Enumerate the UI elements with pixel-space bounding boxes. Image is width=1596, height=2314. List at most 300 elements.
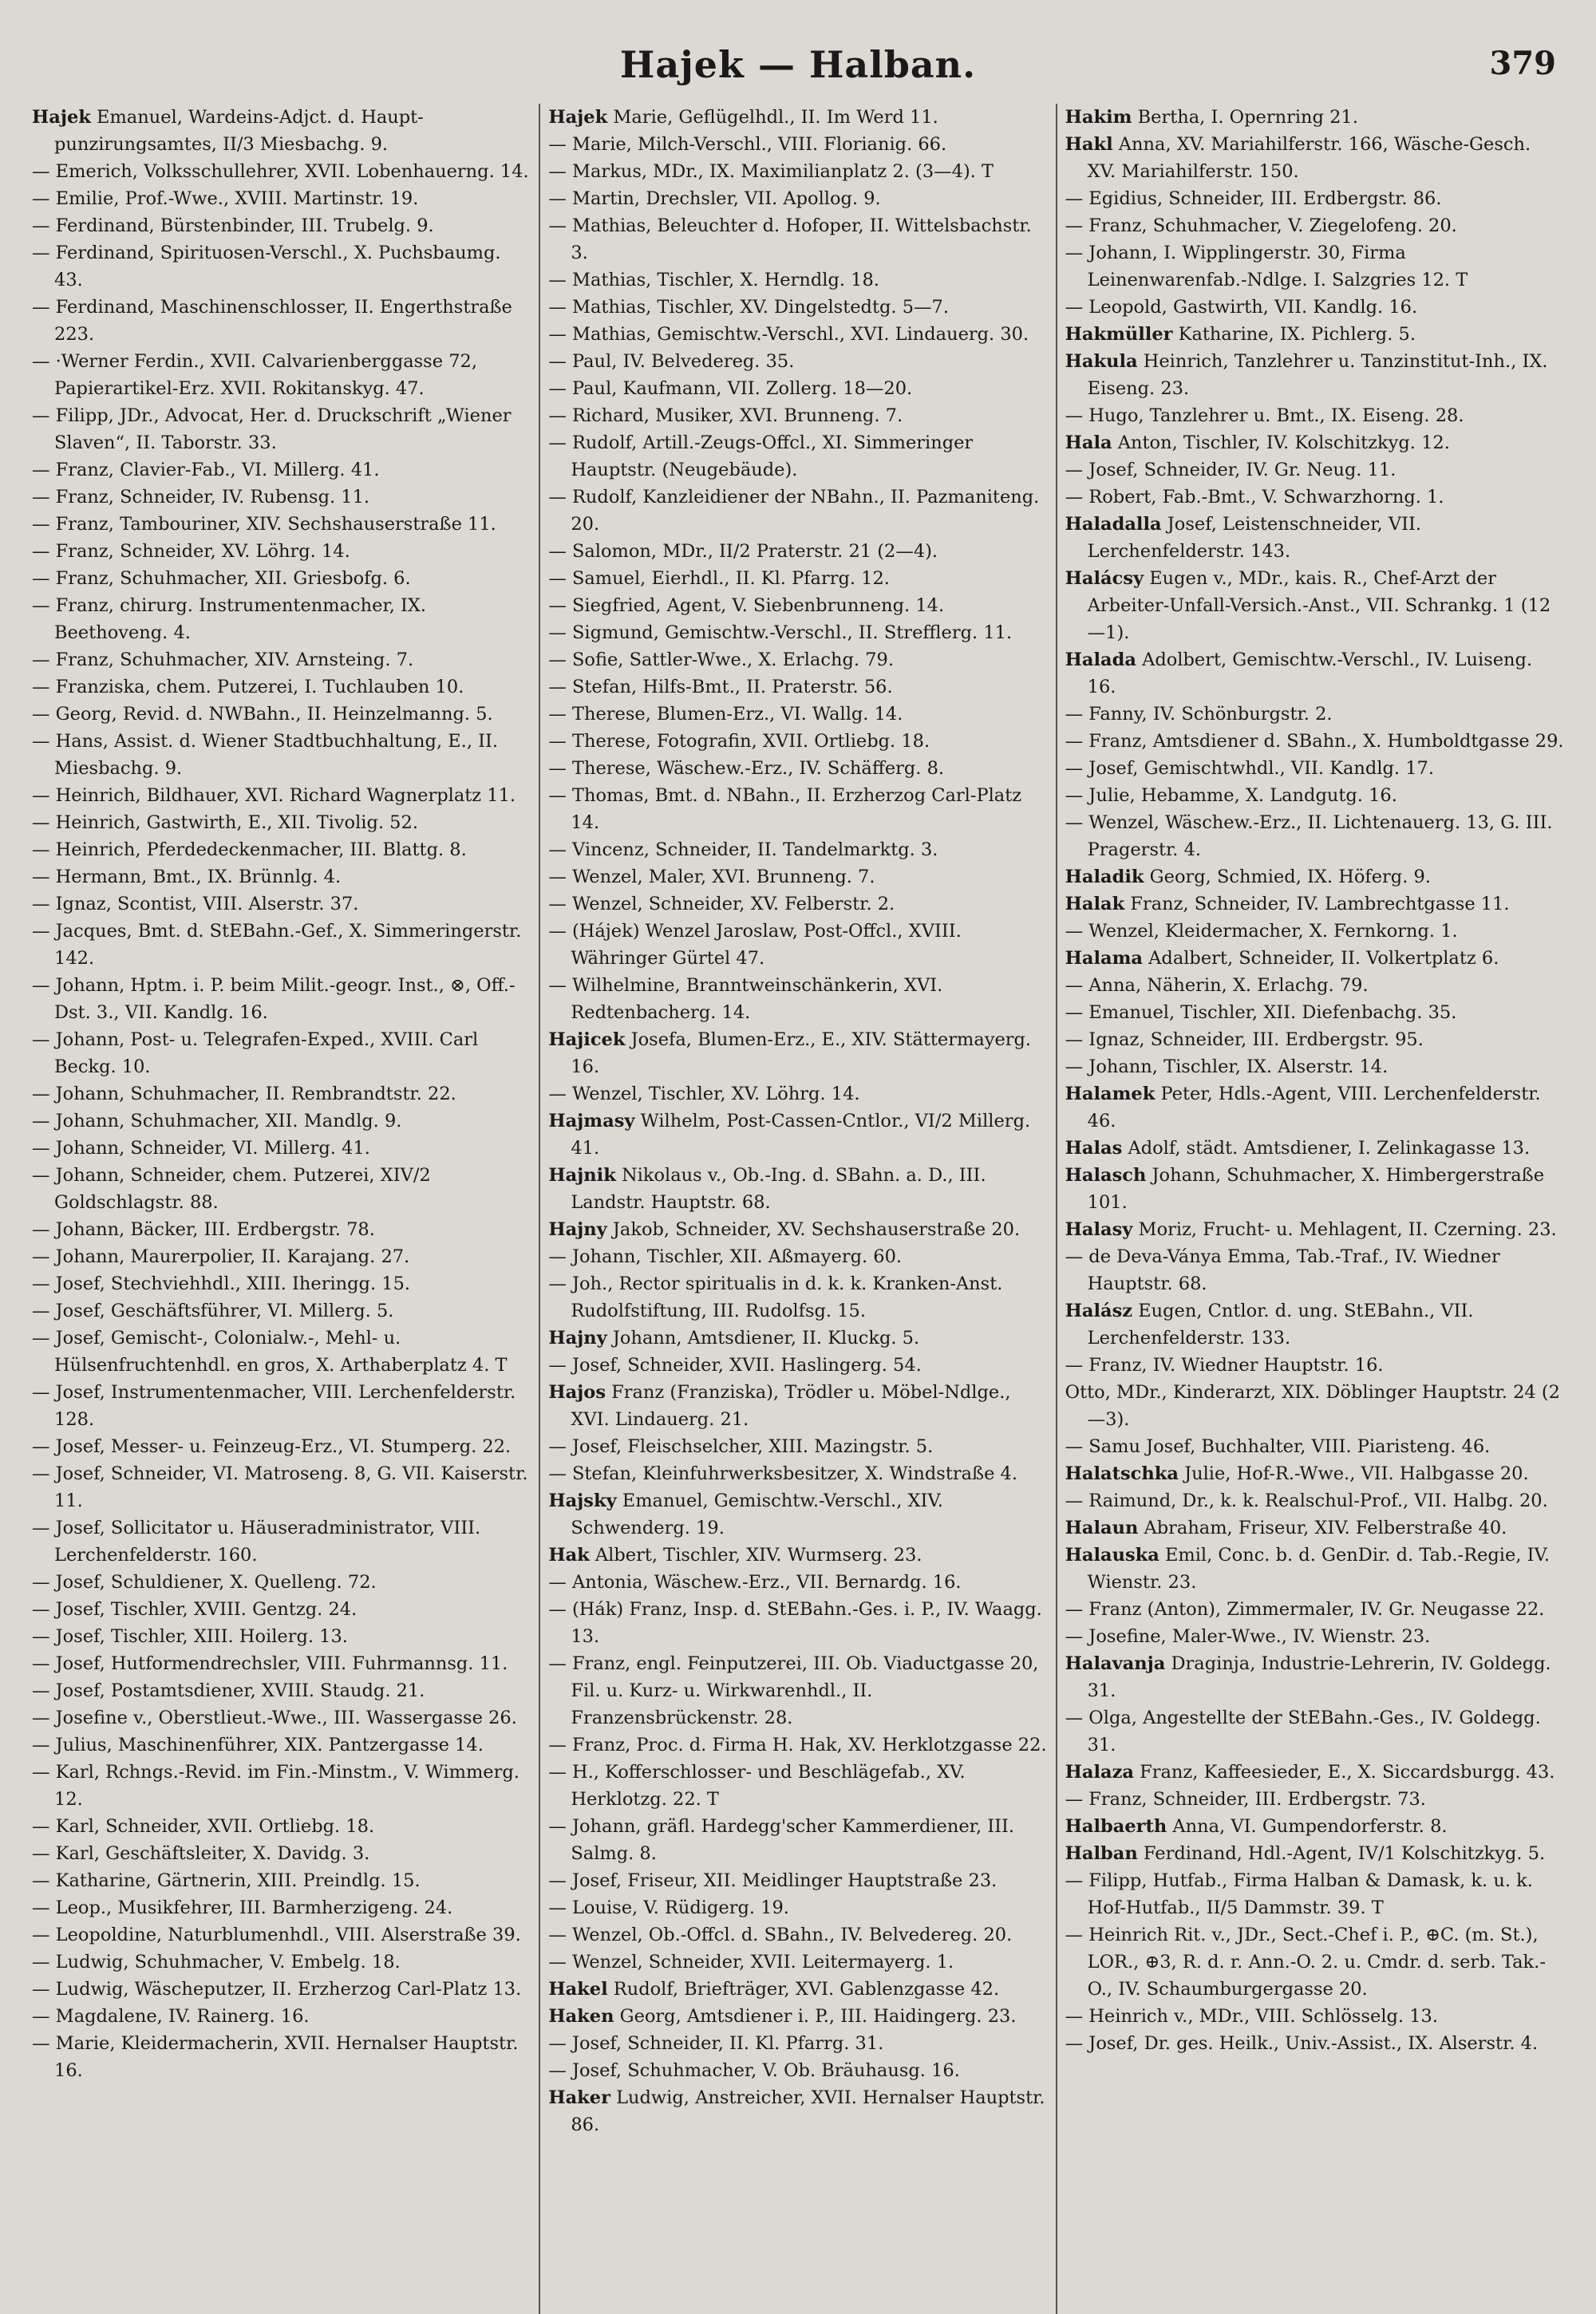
entry-surname: Halasch — [1065, 1165, 1147, 1186]
entry-surname: Halácsy — [1065, 568, 1144, 589]
entry-text: — Franz, Clavier-Fab., VI. Millerg. 41. — [32, 460, 380, 480]
directory-entry — [548, 294, 1047, 321]
entry-surname: Hajek — [32, 107, 91, 128]
directory-entry — [1065, 863, 1564, 890]
entry-text: — Josef, Tischler, XIII. Hoilerg. 13. — [32, 1626, 348, 1647]
directory-entry — [32, 1677, 531, 1704]
entry-surname: Haker — [548, 2087, 610, 2108]
entry-text: — Sigmund, Gemischtw.-Verschl., II. Strefflerg. 11. — [548, 622, 1013, 643]
entry-text: Albert, Tischler, XIV. Wurmserg. 23. — [589, 1545, 922, 1566]
entry-text: — Franz (Anton), Zimmermaler, IV. Gr. Neugasse 22. — [1065, 1599, 1545, 1620]
directory-entry — [548, 1487, 1047, 1542]
entry-surname: Halama — [1065, 948, 1144, 969]
entry-text: — Mathias, Tischler, X. Herndlg. 18. — [548, 270, 879, 290]
entry-text: — Josef, Tischler, XVIII. Gentzg. 24. — [32, 1599, 358, 1620]
directory-entry — [548, 1867, 1047, 1894]
directory-entry — [32, 538, 531, 565]
entry-text: — Johann, Schneider, chem. Putzerei, XIV/2 Goldschlagstr. 88. — [32, 1165, 431, 1213]
directory-entry — [1065, 809, 1564, 863]
directory-entry — [32, 1297, 531, 1325]
entry-surname: Hajicek — [548, 1029, 626, 1050]
directory-entry — [1065, 1297, 1564, 1352]
entry-text: — (Hájek) Wenzel Jaroslaw, Post-Offcl., XVIII. Währinger Gürtel 47. — [548, 921, 962, 969]
entry-text: — Anna, Näherin, X. Erlachg. 79. — [1065, 975, 1369, 996]
directory-entry — [1065, 1542, 1564, 1596]
entry-text: — Samu Josef, Buchhalter, VIII. Piaristeng. 46. — [1065, 1436, 1491, 1457]
entry-text: Julie, Hof-R.-Wwe., VII. Halbgasse 20. — [1178, 1463, 1529, 1484]
entry-text: Rudolf, Briefträger, XVI. Gablenzgasse 42. — [607, 1979, 1000, 2000]
entry-text: — Mathias, Gemischtw.-Verschl., XVI. Lindauerg. 30. — [548, 324, 1029, 345]
directory-entry — [548, 1921, 1047, 1949]
entry-text: Eugen v., MDr., kais. R., Chef-Arzt der Arbeiter-Unfall-Versich.-Anst., VII. Schrankg. 1 (12—1). — [1087, 568, 1551, 643]
entry-text: — Stefan, Hilfs-Bmt., II. Praterstr. 56. — [548, 677, 893, 697]
directory-entry — [32, 1813, 531, 1840]
directory-entry — [32, 1569, 531, 1596]
directory-entry — [1065, 1487, 1564, 1514]
entry-text: Anna, XV. Mariahilferstr. 166, Wäsche-Gesch. XV. Mariahilferstr. 150. — [1087, 134, 1531, 182]
directory-entry — [548, 2084, 1047, 2138]
directory-entry — [548, 1732, 1047, 1759]
entry-surname: Halaun — [1065, 1518, 1139, 1538]
directory-entry — [548, 1542, 1047, 1569]
entry-surname: Hajny — [548, 1328, 607, 1349]
directory-entry — [1065, 1840, 1564, 1867]
entry-text: — Johann, Bäcker, III. Erdbergstr. 78. — [32, 1219, 375, 1240]
page-number: 379 — [1489, 45, 1556, 82]
entry-surname: Halavanja — [1065, 1653, 1166, 1674]
directory-entry — [548, 1162, 1047, 1216]
entry-text: — Josef, Schneider, XVII. Haslingerg. 54. — [548, 1355, 922, 1376]
directory-entry — [1065, 1433, 1564, 1460]
entry-surname: Halaza — [1065, 1762, 1134, 1783]
directory-entry — [32, 212, 531, 239]
entry-text: — Josef, Dr. ges. Heilk., Univ.-Assist., IX. Alserstr. 4. — [1065, 2033, 1539, 2054]
entry-text: — Josef, Friseur, XII. Meidlinger Hauptstraße 23. — [548, 1870, 998, 1891]
entry-text: — Filipp, JDr., Advocat, Her. d. Druckschrift „Wiener Slaven“, II. Taborstr. 33. — [32, 405, 512, 453]
entry-surname: Hala — [1065, 432, 1112, 453]
directory-entry — [32, 1080, 531, 1108]
entry-surname: Hajnik — [548, 1165, 616, 1186]
entry-surname: Halatschka — [1065, 1463, 1179, 1484]
entry-text: — Wenzel, Schneider, XVII. Leitermayerg. 1. — [548, 1952, 954, 1972]
entry-surname: Hakula — [1065, 351, 1138, 372]
entry-text: Adolbert, Gemischtw.-Verschl., IV. Luiseng. 16. — [1087, 650, 1533, 697]
entry-surname: Hak — [548, 1545, 590, 1566]
entry-text: Anton, Tischler, IV. Kolschitzkyg. 12. — [1112, 432, 1450, 453]
directory-entry — [1065, 1704, 1564, 1759]
directory-entry — [32, 673, 531, 701]
directory-entry — [548, 863, 1047, 890]
entry-text: — Leopold, Gastwirth, VII. Kandlg. 16. — [1065, 297, 1418, 318]
directory-entry — [32, 728, 531, 782]
entry-text: — Antonia, Wäschew.-Erz., VII. Bernardg. 16. — [548, 1572, 962, 1593]
entry-text: — Leopoldine, Naturblumenhdl., VIII. Alserstraße 39. — [32, 1925, 521, 1945]
directory-entry — [32, 348, 531, 402]
entry-text: Emanuel, Wardeins-Adjct. d. Haupt-punzirungsamtes, II/3 Miesbachg. 9. — [54, 107, 424, 155]
directory-entry — [548, 538, 1047, 565]
entry-text: Wilhelm, Post-Cassen-Cntlor., VI/2 Millerg. 41. — [571, 1111, 1031, 1159]
entry-text: — Johann, Hptm. i. P. beim Milit.-geogr. Inst., ⊗, Off.-Dst. 3., VII. Kandlg. 16. — [32, 975, 516, 1023]
entry-text: Johann, Amtsdiener, II. Kluckg. 5. — [606, 1328, 920, 1349]
entry-text: Eugen, Cntlor. d. ung. StEBahn., VII. Lerchenfelderstr. 133. — [1087, 1301, 1474, 1349]
entry-surname: Hakmüller — [1065, 324, 1173, 345]
entry-text: — ·Werner Ferdin., XVII. Calvarienberggasse 72, Papierartikel-Erz. XVII. Rokitanskyg. 47. — [32, 351, 477, 399]
directory-entry — [1065, 1921, 1564, 2003]
entry-text: — Georg, Revid. d. NWBahn., II. Heinzelmanng. 5. — [32, 704, 493, 725]
entry-text: Johann, Schuhmacher, X. Himbergerstraße 101. — [1087, 1165, 1545, 1213]
directory-entry — [32, 1135, 531, 1162]
entry-text: — Heinrich Rit. v., JDr., Sect.-Chef i. P., ⊕C. (m. St.), LOR., ⊕3, R. d. r. Ann.-O. 2. u. Cmdr. d. serb. Tak.-O., IV. Schaumburgergasse 20. — [1065, 1925, 1546, 2000]
entry-surname: Halamek — [1065, 1084, 1156, 1104]
entry-text: — Wenzel, Ob.-Offcl. d. SBahn., IV. Belvedereg. 20. — [548, 1925, 1013, 1945]
entry-text: Abraham, Friseur, XIV. Felberstraße 40. — [1138, 1518, 1507, 1538]
directory-entry — [548, 131, 1047, 158]
directory-entry — [548, 728, 1047, 755]
entry-text: — Marie, Kleidermacherin, XVII. Hernalser Hauptstr. 16. — [32, 2033, 519, 2081]
column-left — [24, 104, 540, 2314]
directory-entry — [548, 972, 1047, 1026]
directory-entry — [1065, 1867, 1564, 1921]
entry-text: — Wenzel, Maler, XVI. Brunneng. 7. — [548, 867, 875, 887]
entry-text: — Fanny, IV. Schönburgstr. 2. — [1065, 704, 1333, 725]
entry-text: Georg, Amtsdiener i. P., III. Haidingerg. 23. — [614, 2006, 1017, 2027]
entry-text: Franz, Schneider, IV. Lambrechtgasse 11. — [1124, 894, 1510, 914]
entry-text: — Rudolf, Artill.-Zeugs-Offcl., XI. Simmeringer Hauptstr. (Neugebäude). — [548, 432, 974, 480]
entry-text: — Franz, Schuhmacher, XIV. Arnsteing. 7. — [32, 650, 414, 670]
entry-text: — Robert, Fab.-Bmt., V. Schwarzhorng. 1. — [1065, 487, 1444, 507]
directory-entry — [1065, 484, 1564, 511]
directory-entry — [1065, 890, 1564, 918]
entry-text: — Josef, Geschäftsführer, VI. Millerg. 5. — [32, 1301, 394, 1321]
entry-text: — Thomas, Bmt. d. NBahn., II. Erzherzog Carl-Platz 14. — [548, 785, 1022, 833]
entry-text: — Josef, Gemischt-, Colonialw.-, Mehl- u. Hülsenfruchtenhdl. en gros, X. Arthaberplatz 4. T — [32, 1328, 508, 1376]
directory-entry — [32, 565, 531, 592]
directory-entry — [548, 1270, 1047, 1325]
directory-entry — [1065, 1379, 1564, 1433]
directory-entry — [1065, 918, 1564, 945]
directory-entry — [548, 321, 1047, 348]
entry-text: — Johann, Maurerpolier, II. Karajang. 27. — [32, 1246, 410, 1267]
directory-entry — [548, 1216, 1047, 1243]
entry-surname: Hajny — [548, 1219, 607, 1240]
entry-surname: Halauska — [1065, 1545, 1159, 1566]
directory-entry — [1065, 1135, 1564, 1162]
entry-text: Nikolaus v., Ob.-Ing. d. SBahn. a. D., III. Landstr. Hauptstr. 68. — [571, 1165, 986, 1213]
directory-entry — [548, 1026, 1047, 1080]
directory-entry — [1065, 1759, 1564, 1786]
entry-text: — Josef, Sollicitator u. Häuseradministrator, VIII. Lerchenfelderstr. 160. — [32, 1518, 481, 1566]
directory-entry — [1065, 212, 1564, 239]
entry-text: Emanuel, Gemischtw.-Verschl., XIV. Schwenderg. 19. — [571, 1491, 943, 1538]
entry-text: — Siegfried, Agent, V. Siebenbrunneng. 14. — [548, 595, 945, 616]
entry-text: — Raimund, Dr., k. k. Realschul-Prof., VII. Halbg. 20. — [1065, 1491, 1548, 1511]
directory-entry — [548, 1569, 1047, 1596]
entry-text: Adalbert, Schneider, II. Volkertplatz 6. — [1143, 948, 1499, 969]
directory-entry — [1065, 321, 1564, 348]
entry-text: — Franz, Schuhmacher, V. Ziegelofeng. 20. — [1065, 215, 1457, 236]
directory-entry — [32, 1460, 531, 1514]
directory-entry — [32, 1596, 531, 1623]
entry-text: — Paul, IV. Belvedereg. 35. — [548, 351, 795, 372]
entry-text: — Julie, Hebamme, X. Landgutg. 16. — [1065, 785, 1397, 806]
directory-entry — [1065, 185, 1564, 212]
directory-entry — [32, 1243, 531, 1270]
directory-entry — [32, 1949, 531, 1976]
entry-text: — Johann, Schuhmacher, II. Rembrandtstr. 22. — [32, 1084, 456, 1104]
entry-text: — Rudolf, Kanzleidiener der NBahn., II. Pazmaniteng. 20. — [548, 487, 1040, 535]
directory-entry — [32, 836, 531, 863]
entry-text: Josef, Leistenschneider, VII. Lerchenfelderstr. 143. — [1087, 514, 1421, 562]
entry-text: Anna, VI. Gumpendorferstr. 8. — [1167, 1816, 1448, 1837]
entry-text: Adolf, städt. Amtsdiener, I. Zelinkagasse 13. — [1122, 1138, 1531, 1159]
entry-text: — Wenzel, Wäschew.-Erz., II. Lichtenauerg. 13, G. III. Pragerstr. 4. — [1065, 812, 1553, 860]
entry-text: — Therese, Blumen-Erz., VI. Wallg. 14. — [548, 704, 903, 725]
entry-text: — Richard, Musiker, XVI. Brunneng. 7. — [548, 405, 903, 426]
entry-text: Georg, Schmied, IX. Höferg. 9. — [1144, 867, 1431, 887]
directory-entry — [32, 456, 531, 484]
directory-entry — [548, 2057, 1047, 2084]
entry-text: — Egidius, Schneider, III. Erdbergstr. 86. — [1065, 188, 1442, 209]
page-header — [24, 32, 1572, 104]
column-right — [1057, 104, 1572, 2314]
directory-entry — [548, 646, 1047, 673]
entry-text: — Hans, Assist. d. Wiener Stadtbuchhaltung, E., II. Miesbachg. 9. — [32, 731, 499, 779]
directory-entry — [1065, 131, 1564, 185]
directory-entry — [548, 429, 1047, 484]
directory-entry — [548, 1894, 1047, 1921]
entry-surname: Halász — [1065, 1301, 1133, 1321]
entry-text: — Franz, engl. Feinputzerei, III. Ob. Viaductgasse 20, Fil. u. Kurz- u. Wirkwarenhdl., II. Franzensbrückenstr. 28. — [548, 1653, 1039, 1728]
directory-entry — [1065, 429, 1564, 456]
directory-entry — [32, 1650, 531, 1677]
directory-entry — [548, 104, 1047, 131]
directory-entry — [548, 1813, 1047, 1867]
entry-text: — Heinrich, Gastwirth, E., XII. Tivolig. 52. — [32, 812, 418, 833]
entry-surname: Hakel — [548, 1979, 608, 2000]
directory-entry — [32, 484, 531, 511]
directory-entry — [32, 1976, 531, 2003]
entry-surname: Hajos — [548, 1382, 606, 1403]
directory-entry — [1065, 1162, 1564, 1216]
entry-text: Franz (Franziska), Trödler u. Möbel-Ndlge., XVI. Lindauerg. 21. — [571, 1382, 1011, 1430]
entry-text: Heinrich, Tanzlehrer u. Tanzinstitut-Inh., IX. Eiseng. 23. — [1087, 351, 1548, 399]
entry-text: — Marie, Milch-Verschl., VIII. Florianig. 66. — [548, 134, 947, 155]
entry-text: Moriz, Frucht- u. Mehlagent, II. Czerning. 23. — [1132, 1219, 1557, 1240]
directory-entry — [32, 1514, 531, 1569]
directory-entry — [548, 1379, 1047, 1433]
entry-surname: Hakl — [1065, 134, 1113, 155]
directory-entry — [548, 701, 1047, 728]
entry-text: — Josef, Schneider, IV. Gr. Neug. 11. — [1065, 460, 1396, 480]
directory-entry — [1065, 1623, 1564, 1650]
directory-entry — [548, 782, 1047, 836]
entry-text: — Josef, Hutformendrechsler, VIII. Fuhrmannsg. 11. — [32, 1653, 508, 1674]
directory-entry — [1065, 1026, 1564, 1053]
entry-text: — Franz, Schuhmacher, XII. Griesbofg. 6. — [32, 568, 411, 589]
entry-text: — Josef, Stechviehhdl., XIII. Iheringg. 15. — [32, 1273, 411, 1294]
entry-surname: Hajek — [548, 107, 608, 128]
entry-text: — Franz, Schneider, IV. Rubensg. 11. — [32, 487, 370, 507]
entry-text: — Johann, Schuhmacher, XII. Mandlg. 9. — [32, 1111, 402, 1131]
directory-entry — [32, 1921, 531, 1949]
directory-entry — [32, 158, 531, 185]
directory-entry — [1065, 1352, 1564, 1379]
directory-entry — [32, 1379, 531, 1433]
entry-text: — Josef, Gemischtwhdl., VII. Kandlg. 17. — [1065, 758, 1435, 779]
directory-entry — [1065, 1813, 1564, 1840]
directory-entry — [32, 2030, 531, 2084]
directory-entry — [32, 1026, 531, 1080]
directory-entry — [548, 890, 1047, 918]
directory-entry — [32, 1840, 531, 1867]
entry-text: — Leop., Musikfehrer, III. Barmherzigeng. 24. — [32, 1897, 453, 1918]
entry-text: Marie, Geflügelhdl., II. Im Werd 11. — [607, 107, 938, 128]
directory-entry — [32, 918, 531, 972]
entry-text: — Heinrich v., MDr., VIII. Schlösselg. 13. — [1065, 2006, 1439, 2027]
entry-text: — Emerich, Volksschullehrer, XVII. Lobenhauerng. 14. — [32, 161, 529, 182]
directory-entry — [1065, 701, 1564, 728]
entry-text: — Karl, Rchngs.-Revid. im Fin.-Minstm., V. Wimmerg. 12. — [32, 1762, 519, 1810]
entry-text: — Karl, Geschäftsleiter, X. Davidg. 3. — [32, 1843, 370, 1864]
entry-surname: Halas — [1065, 1138, 1123, 1159]
directory-entry — [32, 1270, 531, 1297]
entry-surname: Hajsky — [548, 1491, 617, 1511]
entry-text: — Emilie, Prof.-Wwe., XVIII. Martinstr. 19. — [32, 188, 419, 209]
entry-text: Draginja, Industrie-Lehrerin, IV. Goldegg. 31. — [1087, 1653, 1551, 1701]
directory-entry — [32, 1433, 531, 1460]
entry-text: — Martin, Drechsler, VII. Apollog. 9. — [548, 188, 881, 209]
directory-entry — [1065, 646, 1564, 701]
entry-text: — Hermann, Bmt., IX. Brünnlg. 4. — [32, 867, 342, 887]
directory-entry — [548, 673, 1047, 701]
page-title: Hajek — Halban. — [619, 43, 977, 86]
directory-entry — [32, 809, 531, 836]
directory-entry — [32, 1216, 531, 1243]
directory-entry — [548, 1080, 1047, 1108]
entry-text: — Franz, Proc. d. Firma H. Hak, XV. Herklotzgasse 22. — [548, 1735, 1047, 1755]
entry-text: — Hugo, Tanzlehrer u. Bmt., IX. Eiseng. 28. — [1065, 405, 1464, 426]
directory-entry — [548, 592, 1047, 619]
directory-entry — [32, 104, 531, 158]
directory-entry — [1065, 511, 1564, 565]
entry-text: — H., Kofferschlosser- und Beschlägefab., XV. Herklotzg. 22. T — [548, 1762, 966, 1810]
entry-text: Bertha, I. Opernring 21. — [1132, 107, 1358, 128]
directory-entry — [1065, 104, 1564, 131]
entry-surname: Halban — [1065, 1843, 1138, 1864]
entry-text: — Ferdinand, Spirituosen-Verschl., X. Puchsbaumg. 43. — [32, 243, 501, 290]
entry-text: Josefa, Blumen-Erz., E., XIV. Stättermayerg. 16. — [571, 1029, 1032, 1077]
entry-surname: Halak — [1065, 894, 1125, 914]
directory-entry — [32, 1894, 531, 1921]
entry-text: — de Deva-Ványa Emma, Tab.-Traf., IV. Wiedner Hauptstr. 68. — [1065, 1246, 1500, 1294]
directory-entry — [1065, 1596, 1564, 1623]
directory-entry — [548, 1243, 1047, 1270]
directory-entry — [548, 267, 1047, 294]
directory-entry — [32, 890, 531, 918]
directory-entry — [32, 402, 531, 456]
entry-text: — Johann, gräfl. Hardegg'scher Kammerdiener, III. Salmg. 8. — [548, 1816, 1015, 1864]
directory-entry — [548, 375, 1047, 402]
directory-entry — [32, 239, 531, 294]
entry-text: Ferdinand, Hdl.-Agent, IV/1 Kolschitzkyg. 5. — [1137, 1843, 1546, 1864]
directory-entry — [1065, 456, 1564, 484]
directory-entry — [548, 2003, 1047, 2030]
entry-text: — Joh., Rector spiritualis in d. k. k. Kranken-Anst. Rudolfstiftung, III. Rudolfsg. 15. — [548, 1273, 1003, 1321]
directory-entry — [32, 646, 531, 673]
directory-entry — [32, 2003, 531, 2030]
directory-entry — [32, 1867, 531, 1894]
directory-entry — [32, 972, 531, 1026]
entry-surname: Halbaerth — [1065, 1816, 1167, 1837]
entry-text: — Wenzel, Schneider, XV. Felberstr. 2. — [548, 894, 895, 914]
directory-entry — [32, 592, 531, 646]
directory-entry — [32, 782, 531, 809]
directory-entry — [32, 1325, 531, 1379]
entry-text: — Josef, Messer- u. Feinzeug-Erz., VI. Stumperg. 22. — [32, 1436, 512, 1457]
directory-entry — [32, 1108, 531, 1135]
directory-entry — [1065, 999, 1564, 1026]
directory-entry — [1065, 2003, 1564, 2030]
directory-entry — [548, 755, 1047, 782]
entry-text: — Josef, Instrumentenmacher, VIII. Lerchenfelderstr. 128. — [32, 1382, 516, 1430]
entry-text: — Josefine v., Oberstlieut.-Wwe., III. Wassergasse 26. — [32, 1708, 517, 1728]
entry-text: — Salomon, MDr., II/2 Praterstr. 21 (2—4). — [548, 541, 938, 562]
directory-entry — [548, 185, 1047, 212]
directory-entry — [548, 1976, 1047, 2003]
entry-text: — Josef, Schuhmacher, V. Ob. Bräuhausg. 16. — [548, 2060, 960, 2081]
entry-text: — Ignaz, Schneider, III. Erdbergstr. 95. — [1065, 1029, 1424, 1050]
directory-entry — [548, 1108, 1047, 1162]
directory-entry — [548, 1759, 1047, 1813]
entry-text: — Markus, MDr., IX. Maximilianplatz 2. (3—4). T — [548, 161, 994, 182]
entry-text: Peter, Hdls.-Agent, VIII. Lerchenfelderstr. 46. — [1087, 1084, 1541, 1131]
directory-entry — [1065, 1243, 1564, 1297]
entry-text: — Wenzel, Tischler, XV. Löhrg. 14. — [548, 1084, 860, 1104]
entry-surname: Haken — [548, 2006, 614, 2027]
directory-entry — [1065, 1514, 1564, 1542]
entry-surname: Hajmasy — [548, 1111, 635, 1131]
entry-text: — Katharine, Gärtnerin, XIII. Preindlg. 15. — [32, 1870, 421, 1891]
entry-surname: Haladik — [1065, 867, 1144, 887]
entry-text: — Stefan, Kleinfuhrwerksbesitzer, X. Windstraße 4. — [548, 1463, 1017, 1484]
entry-text: — Franz, chirurg. Instrumentenmacher, IX. Beethoveng. 4. — [32, 595, 427, 643]
directory-entry — [1065, 1080, 1564, 1135]
directory-entry — [1065, 239, 1564, 294]
entry-text: — Therese, Wäschew.-Erz., IV. Schäfferg. 8. — [548, 758, 945, 779]
directory-entry — [1065, 1053, 1564, 1080]
entry-text: — Josefine, Maler-Wwe., IV. Wienstr. 23. — [1065, 1626, 1431, 1647]
entry-text: — Johann, Tischler, IX. Alserstr. 14. — [1065, 1056, 1389, 1077]
directory-entry — [1065, 1786, 1564, 1813]
entry-text: — Ludwig, Wäscheputzer, II. Erzherzog Carl-Platz 13. — [32, 1979, 522, 2000]
directory-entry — [32, 1732, 531, 1759]
directory-entry — [32, 1162, 531, 1216]
entry-text: — Karl, Schneider, XVII. Ortliebg. 18. — [32, 1816, 375, 1837]
entry-text: Katharine, IX. Pichlerg. 5. — [1172, 324, 1416, 345]
entry-text: — Josef, Schneider, VI. Matroseng. 8, G. VII. Kaiserstr. 11. — [32, 1463, 528, 1511]
entry-text: — Josef, Schneider, II. Kl. Pfarrg. 31. — [548, 2033, 884, 2054]
directory-entry — [548, 1325, 1047, 1352]
directory-entry — [548, 484, 1047, 538]
directory-entry — [32, 511, 531, 538]
directory-entry — [1065, 294, 1564, 321]
entry-text: Franz, Kaffeesieder, E., X. Siccardsburgg. 43. — [1133, 1762, 1555, 1783]
directory-entry — [32, 1704, 531, 1732]
entry-text: — Jacques, Bmt. d. StEBahn.-Gef., X. Simmeringerstr. 142. — [32, 921, 522, 969]
entry-text: — Ludwig, Schuhmacher, V. Embelg. 18. — [32, 1952, 401, 1972]
directory-entry — [1065, 402, 1564, 429]
entry-text: — Samuel, Eierhdl., II. Kl. Pfarrg. 12. — [548, 568, 890, 589]
